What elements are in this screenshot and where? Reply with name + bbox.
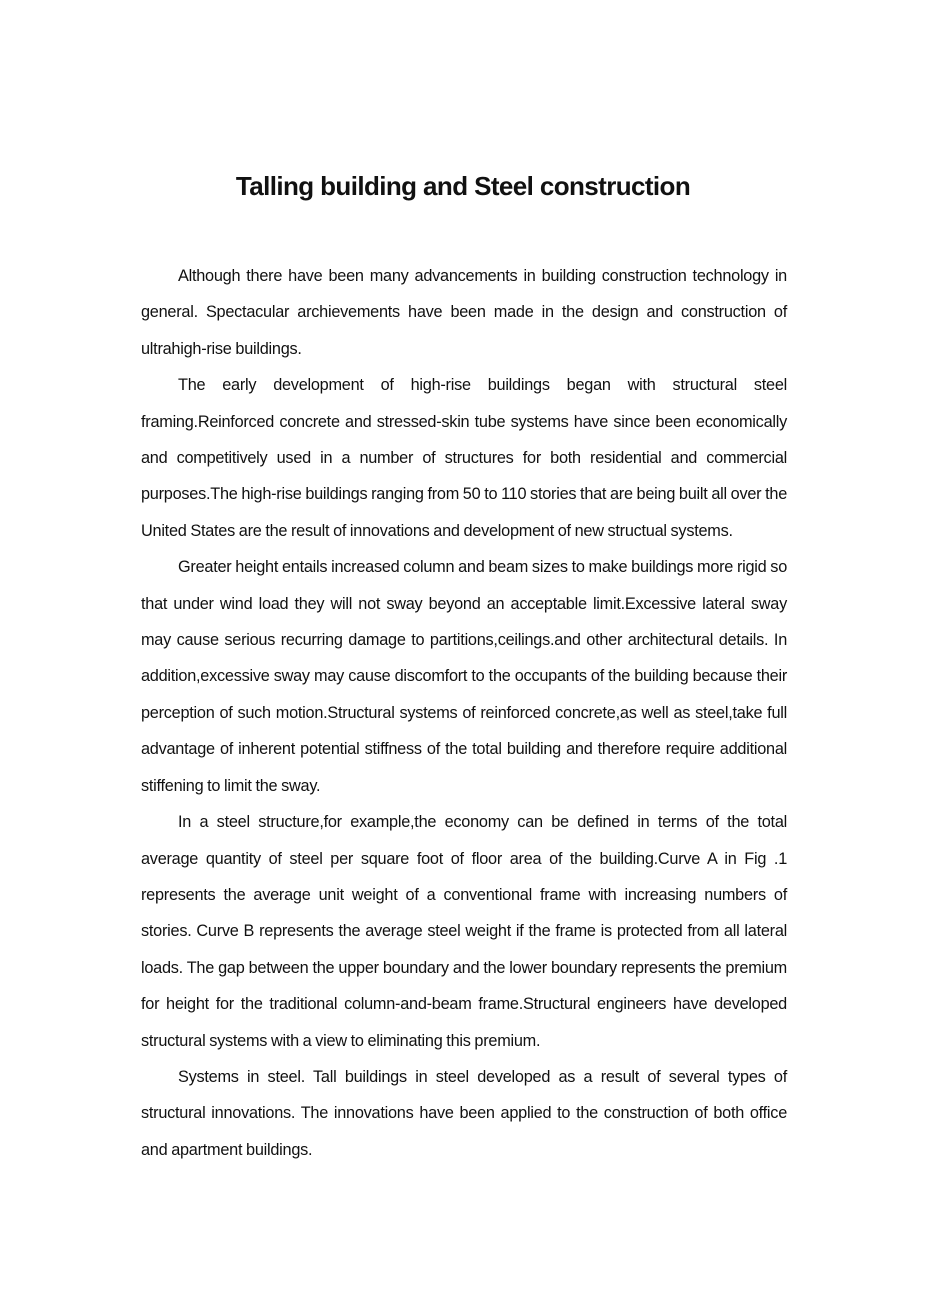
paragraph-5: Systems in steel. Tall buildings in steel developed as a result of several types of structural innovations. The innovations have been applied to the construction of both office and apartment buildings.	[141, 1067, 787, 1159]
paragraph-2: The early development of high-rise buildings began with structural steel framing.Reinforced concrete and stressed-skin tube systems have since been economically and competitively used in a number of structures for both residential and commercial purposes.The high-rise buildings ranging from 50 to 110 stories that are being built all over the United States are the result of innovations and development of new structual systems.	[141, 376, 787, 540]
document-body	[141, 258, 787, 1168]
paragraph-3: Greater height entails increased column and beam sizes to make buildings more rigid so that under wind load they will not sway beyond an acceptable limit.Excessive lateral sway may cause serious recurring damage to partitions,ceilings.and other architectural details. In addition,excessive sway may cause discomfort to the occupants of the building because their perception of such motion.Structural systems of reinforced concrete,as well as steel,take full advantage of inherent potential stiffness of the total building and therefore require additional stiffening to limit the sway.	[141, 558, 787, 795]
paragraph-1: Although there have been many advancements in building construction technology in general. Spectacular archievements have been made in the design and construction of ultrahigh-rise buildings.	[141, 267, 787, 358]
paragraph-4: In a steel structure,for example,the economy can be defined in terms of the total average quantity of steel per square foot of floor area of the building.Curve A in Fig .1 represents the average unit weight of a conventional frame with increasing numbers of stories. Curve B represents the average steel weight if the frame is protected from all lateral loads. The gap between the upper boundary and the lower boundary represents the premium for height for the traditional column-and-beam frame.Structural engineers have developed structural systems with a view to eliminating this premium.	[141, 813, 787, 1050]
document-title: Talling building and Steel construction	[235, 171, 691, 201]
